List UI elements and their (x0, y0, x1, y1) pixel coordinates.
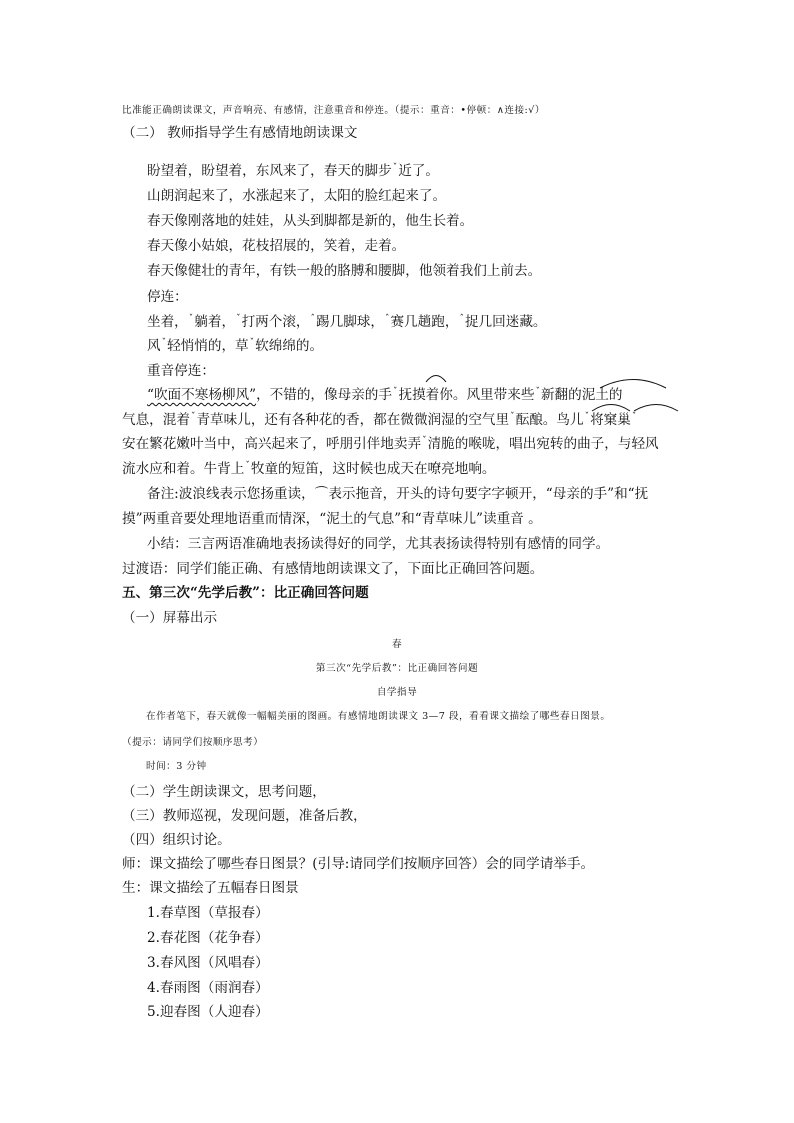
poem-line-2: 山朗润起来了，水涨起来了，太阳的脸红起来了。 (147, 188, 447, 204)
pause-mark: ˆ (385, 314, 390, 324)
screen-hint: （提示：请同学们按顺序思考） (122, 737, 264, 748)
pause-label: 停连： (147, 289, 188, 305)
pause-mark: ˇ (188, 314, 194, 324)
stress-quote: “吹面不寒杨柳风” (147, 387, 257, 403)
drag-arc (424, 371, 448, 383)
section5-sub1: （一）屏幕出示 (122, 610, 218, 626)
list-item: 3.春风图（风唱春） (147, 955, 269, 971)
poem-line-1-a: 盼望着，盼望着，东风来了，春天的脚步 (147, 163, 392, 179)
stress-text: 安在繁花嫩叶当中，高兴起来了，呼朋引伴地卖弄 (122, 436, 422, 452)
section5-sub3: （三）教师巡视，发现问题，准备后教， (122, 808, 367, 824)
drag-arc (632, 400, 680, 412)
pause-text: 捉几回迷藏。 (464, 314, 547, 330)
stress-text: 清脆的喉咙，唱出宛转的曲子，与轻风 (427, 436, 659, 452)
pause-mark: ˆ (459, 314, 464, 324)
stress-text: ，不错的，像母亲的手 (256, 387, 392, 403)
pause-line-1 (147, 316, 547, 330)
stress-text: 流水应和着。牛背上 (122, 461, 245, 477)
list-item: 2.春花图（花争春） (147, 930, 269, 946)
stress-text: 青草味儿，还有各种花的香，都在微微润湿的空气里 (196, 412, 510, 428)
section5-sub2: （二）学生朗读课文，思考问题， (122, 784, 326, 800)
pause-mark: ˇ (245, 461, 250, 471)
stress-text: 气息，混着 (122, 412, 190, 428)
list-item: 1.春草图（草报春） (147, 905, 269, 921)
stress-text: 新翻的泥土的 (540, 387, 623, 403)
poem-line-5: 春天像健壮的青年，有铁一般的胳膊和腰脚，他领着我们上前去。 (147, 263, 542, 279)
stress-text: 将窠巢 (590, 412, 631, 428)
pause-line-2 (147, 340, 323, 354)
stress-para-line-1 (147, 389, 623, 403)
pause-text: 风 (147, 338, 161, 354)
note-text: 表示拖音，开头的诗句要字字顿开，“母亲的手”和“抚 (328, 486, 649, 502)
poem-line-3: 春天像刚落地的娃娃，从头到脚都是新的，他生长着。 (147, 213, 474, 229)
pause-text: 踢几脚球， (316, 314, 384, 330)
pause-text: 赛几趟跑， (390, 314, 459, 330)
screen-subtitle: 第三次“先学后教”：比正确回答问题 (315, 663, 479, 674)
pause-mark: ˇ (236, 314, 241, 324)
pause-text: 坐着， (147, 314, 188, 330)
stress-para-line-3 (122, 438, 659, 452)
pause-text: 轻悄悄的，草 (167, 338, 249, 354)
stress-text: 酝酿。鸟儿 (515, 412, 584, 428)
pause-text: 躺着， (194, 314, 236, 330)
teacher-question: 师：课文描绘了哪些春日图景？(引导:请同学们按顺序回答）会的同学请举手。 (122, 856, 595, 872)
pause-mark: ˇ (392, 163, 398, 173)
arc-symbol: ⌒ (314, 486, 329, 502)
screen-guide: 自学指导 (376, 687, 418, 698)
note-line-2: 摸”两重音要处理地语重而情深，“泥土的气息”和“青草味儿”读重音 。 (122, 511, 542, 527)
stress-label: 重音停连： (147, 363, 215, 379)
pause-mark: ˆ (310, 314, 316, 324)
note-text: 备注:波浪线表示您扬重读， (147, 486, 315, 502)
stress-para-line-2 (122, 414, 637, 428)
stress-para-line-4 (122, 463, 496, 477)
pause-mark: ˇ (249, 338, 255, 348)
stress-text: 牧童的短笛，这时候也成天在嘹亮地响。 (250, 461, 496, 477)
section5-sub4: （四）组织讨论。 (122, 832, 231, 848)
screen-time: 时间：3 分钟 (146, 761, 207, 772)
poem-line-1 (147, 165, 439, 179)
screen-body: 在作者笔下，春天就像一幅幅美丽的图画。有感情地朗读课文 3—7 段，看看课文描绘了哪些春日图景。 (146, 711, 611, 722)
intro-note: 比准能正确朗读课文，声音响亮、有感情，注意重音和停连。（提示：重音：•停顿：∧连接:√） (122, 105, 545, 116)
section2-heading: （二） 教师指导学生有感情地朗读课文 (122, 125, 358, 141)
pause-text: 软绵绵的。 (255, 338, 324, 354)
summary: 小结：三言两语准确地表扬读得好的同学，尤其表扬读得特别有感情的同学。 (147, 536, 610, 552)
list-item: 4.春雨图（雨润春） (147, 980, 269, 996)
pause-mark: ˇ (422, 436, 427, 446)
pause-mark: ˇ (161, 338, 167, 348)
pause-mark: ˇ (510, 412, 515, 422)
list-item: 5.迎春图（人迎春） (147, 1004, 269, 1020)
pause-mark: ˇ (393, 387, 398, 397)
student-answer: 生：课文描绘了五幅春日图景 (122, 880, 299, 896)
pause-mark: ˇ (584, 412, 590, 422)
poem-line-4: 春天像小姑娘，花枝招展的，笑着，走着。 (147, 238, 406, 254)
stress-text: 抚摸着你。风里带来些 (398, 387, 535, 403)
transition: 过渡语：同学们能正确、有感情地朗读课文了，下面比正确回答问题。 (122, 561, 544, 577)
pause-text: 打两个滚， (241, 314, 310, 330)
note-line-1 (147, 488, 648, 502)
poem-line-1-b: 近了。 (398, 163, 439, 179)
pause-mark: ˇ (190, 412, 196, 422)
pause-mark: ˇ (535, 387, 540, 397)
pause-mark: ˇ (631, 412, 637, 422)
screen-title: 春 (391, 639, 403, 650)
section5-heading: 五、第三次“先学后教”：比正确回答问题 (122, 585, 369, 601)
